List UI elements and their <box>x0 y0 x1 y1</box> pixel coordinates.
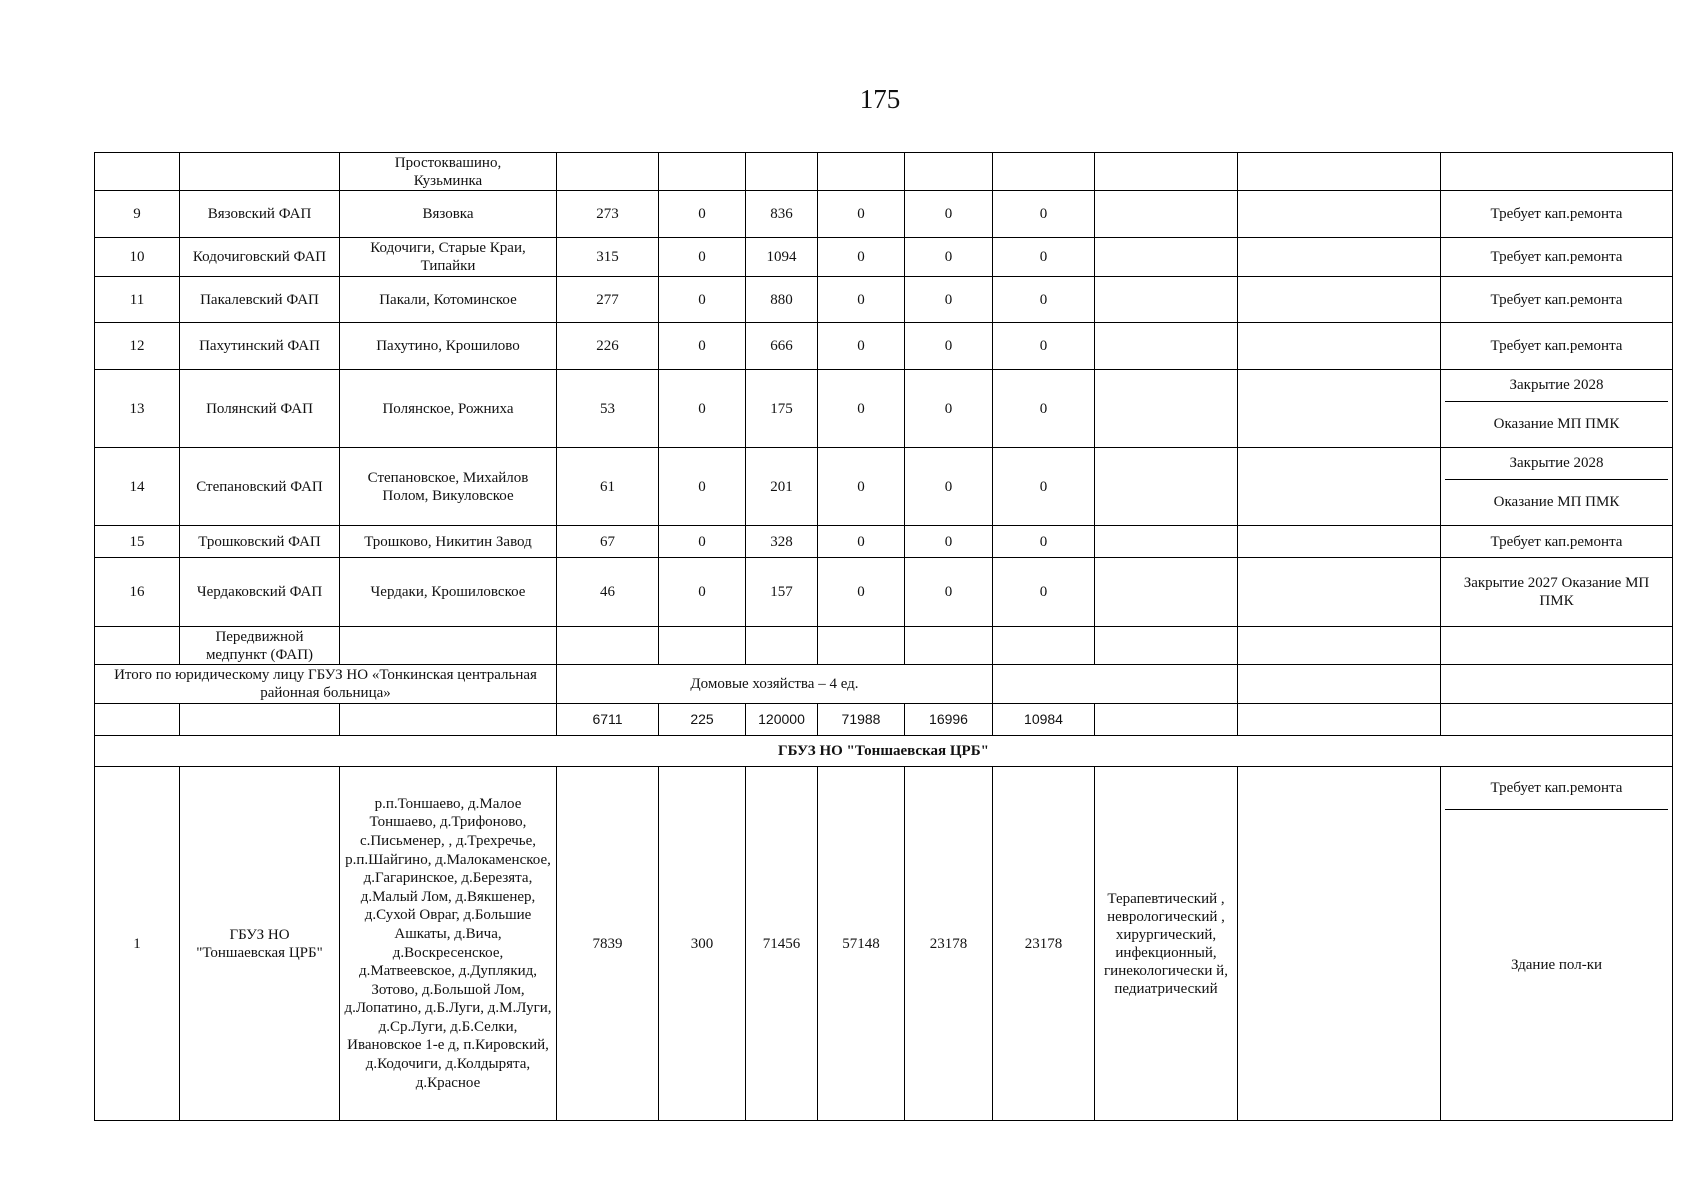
value-cell: 0 <box>905 558 993 627</box>
table-row <box>95 277 1673 323</box>
facility-name-cell: ГБУЗ НО "Тоншаевская ЦРБ" <box>180 767 340 1121</box>
value-cell: 0 <box>818 558 905 627</box>
value-cell: 0 <box>993 526 1095 558</box>
value-cell: 0 <box>905 238 993 277</box>
facility-name-cell: Степановский ФАП <box>180 448 340 526</box>
value-cell: 0 <box>993 558 1095 627</box>
settlements-cell: Пахутино, Крошилово <box>340 323 557 370</box>
facility-name-cell: Трошковский ФАП <box>180 526 340 558</box>
value-cell: 0 <box>905 526 993 558</box>
value-cell: 0 <box>905 191 993 238</box>
settlements-cell: р.п.Тоншаево, д.Малое Тоншаево, д.Трифоново, с.Письменер, , д.Трехречье, р.п.Шайгино, д.Малокаменское, д.Гагаринское, д.Березята, д.Малый Лом, д.Вякшенер, д.Сухой Овраг, д.Большие Ашкаты, д.Вича, д.Воскресенское, д.Матвеевское, д.Дуплякид, Зотово, д.Большой Лом, д.Лопатино, д.Б.Луги, д.М.Луги, д.Ср.Луги, д.Б.Селки, Ивановское 1-е д, п.Кировский, д.Кодочиги, д.Колдырята, д.Красное <box>340 767 557 1121</box>
sum-cell: 225 <box>659 704 746 736</box>
settlements-cell: Полянское, Рожниха <box>340 370 557 448</box>
note-top: Закрытие 2028 <box>1509 377 1604 394</box>
section-title: ГБУЗ НО "Тоншаевская ЦРБ" <box>95 736 1673 767</box>
sum-cell: 16996 <box>905 704 993 736</box>
value-cell: 0 <box>993 370 1095 448</box>
value-cell: 157 <box>746 558 818 627</box>
row-number-cell: 12 <box>95 323 180 370</box>
households-cell: Домовые хозяйства – 4 ед. <box>557 665 993 704</box>
value-cell: 0 <box>659 526 746 558</box>
value-cell: 0 <box>818 277 905 323</box>
settlements-cell: Простоквашино, Кузьминка <box>340 153 557 191</box>
value-cell: 0 <box>905 323 993 370</box>
value-cell: 53 <box>557 370 659 448</box>
facility-name-cell: Полянский ФАП <box>180 370 340 448</box>
value-cell: 0 <box>905 370 993 448</box>
value-cell: 0 <box>818 323 905 370</box>
note-cell <box>1441 448 1673 526</box>
value-cell: 0 <box>659 191 746 238</box>
value-cell: 836 <box>746 191 818 238</box>
value-cell: 175 <box>746 370 818 448</box>
facility-name-cell: Чердаковский ФАП <box>180 558 340 627</box>
sum-cell: 120000 <box>746 704 818 736</box>
value-cell: 1094 <box>746 238 818 277</box>
value-cell: 0 <box>993 448 1095 526</box>
value-cell: 0 <box>659 370 746 448</box>
note-cell: Требует кап.ремонта <box>1441 277 1673 323</box>
sum-cell: 6711 <box>557 704 659 736</box>
profiles-cell: Терапевтический , неврологический , хирургический, инфекционный, гинекологически й, педиатрический <box>1095 767 1238 1121</box>
value-cell: 67 <box>557 526 659 558</box>
value-cell: 300 <box>659 767 746 1121</box>
note-top: Требует кап.ремонта <box>1490 779 1623 796</box>
table-row <box>95 370 1673 448</box>
table-row-sum <box>95 704 1673 736</box>
value-cell: 201 <box>746 448 818 526</box>
note-bottom: Оказание МП ПМК <box>1445 401 1668 447</box>
value-cell: 0 <box>818 238 905 277</box>
table-row <box>95 448 1673 526</box>
page-number: 175 <box>859 84 901 114</box>
table-row <box>95 238 1673 277</box>
table-row-continuation <box>95 153 1673 191</box>
value-cell: 0 <box>905 277 993 323</box>
row-number-cell: 1 <box>95 767 180 1121</box>
value-cell: 0 <box>659 238 746 277</box>
value-cell: 0 <box>905 448 993 526</box>
value-cell: 0 <box>659 558 746 627</box>
value-cell: 226 <box>557 323 659 370</box>
row-number-cell: 14 <box>95 448 180 526</box>
facility-register-table <box>94 152 1673 1121</box>
value-cell: 46 <box>557 558 659 627</box>
row-number-cell: 16 <box>95 558 180 627</box>
value-cell: 23178 <box>905 767 993 1121</box>
row-number-cell: 10 <box>95 238 180 277</box>
row-number-cell: 13 <box>95 370 180 448</box>
table-row <box>95 323 1673 370</box>
table-row-total <box>95 665 1673 704</box>
settlements-cell: Чердаки, Крошиловское <box>340 558 557 627</box>
settlements-cell: Кодочиги, Старые Краи, Типайки <box>340 238 557 277</box>
value-cell: 880 <box>746 277 818 323</box>
settlements-cell: Трошково, Никитин Завод <box>340 526 557 558</box>
note-cell <box>1441 370 1673 448</box>
row-number-cell: 9 <box>95 191 180 238</box>
settlements-cell: Пакали, Котоминское <box>340 277 557 323</box>
value-cell: 61 <box>557 448 659 526</box>
total-label: Итого по юридическому лицу ГБУЗ НО «Тонкинская центральная районная больница» <box>95 665 557 704</box>
value-cell: 273 <box>557 191 659 238</box>
value-cell: 57148 <box>818 767 905 1121</box>
facility-name-cell: Пакалевский ФАП <box>180 277 340 323</box>
value-cell: 0 <box>818 526 905 558</box>
table-row <box>95 526 1673 558</box>
value-cell: 0 <box>659 448 746 526</box>
facility-name-cell: Вязовский ФАП <box>180 191 340 238</box>
value-cell: 71456 <box>746 767 818 1121</box>
value-cell: 0 <box>993 191 1095 238</box>
value-cell: 0 <box>993 323 1095 370</box>
value-cell: 328 <box>746 526 818 558</box>
facility-name-cell: Пахутинский ФАП <box>180 323 340 370</box>
note-cell <box>1441 767 1673 1121</box>
settlements-cell: Вязовка <box>340 191 557 238</box>
table-row <box>95 767 1673 1121</box>
sum-cell: 10984 <box>993 704 1095 736</box>
value-cell: 7839 <box>557 767 659 1121</box>
table-row <box>95 558 1673 627</box>
value-cell: 0 <box>818 448 905 526</box>
value-cell: 0 <box>818 370 905 448</box>
facility-name-cell: Кодочиговский ФАП <box>180 238 340 277</box>
note-bottom: Здание пол-ки <box>1445 809 1668 1120</box>
value-cell: 0 <box>659 323 746 370</box>
value-cell: 315 <box>557 238 659 277</box>
note-cell: Закрытие 2027 Оказание МП ПМК <box>1441 558 1673 627</box>
value-cell: 23178 <box>993 767 1095 1121</box>
note-cell: Требует кап.ремонта <box>1441 191 1673 238</box>
value-cell: 0 <box>993 277 1095 323</box>
value-cell: 0 <box>993 238 1095 277</box>
table-row-mobile-unit <box>95 627 1673 665</box>
section-header-row <box>95 736 1673 767</box>
facility-name-cell: Передвижной медпункт (ФАП) <box>180 627 340 665</box>
note-cell: Требует кап.ремонта <box>1441 238 1673 277</box>
sum-cell: 71988 <box>818 704 905 736</box>
value-cell: 0 <box>659 277 746 323</box>
note-cell: Требует кап.ремонта <box>1441 323 1673 370</box>
row-number-cell: 11 <box>95 277 180 323</box>
note-top: Закрытие 2028 <box>1509 455 1604 472</box>
value-cell: 0 <box>818 191 905 238</box>
settlements-cell: Степановское, Михайлов Полом, Викуловское <box>340 448 557 526</box>
table-row <box>95 191 1673 238</box>
row-number-cell: 15 <box>95 526 180 558</box>
note-bottom: Оказание МП ПМК <box>1445 479 1668 525</box>
value-cell: 277 <box>557 277 659 323</box>
note-cell: Требует кап.ремонта <box>1441 526 1673 558</box>
value-cell: 666 <box>746 323 818 370</box>
